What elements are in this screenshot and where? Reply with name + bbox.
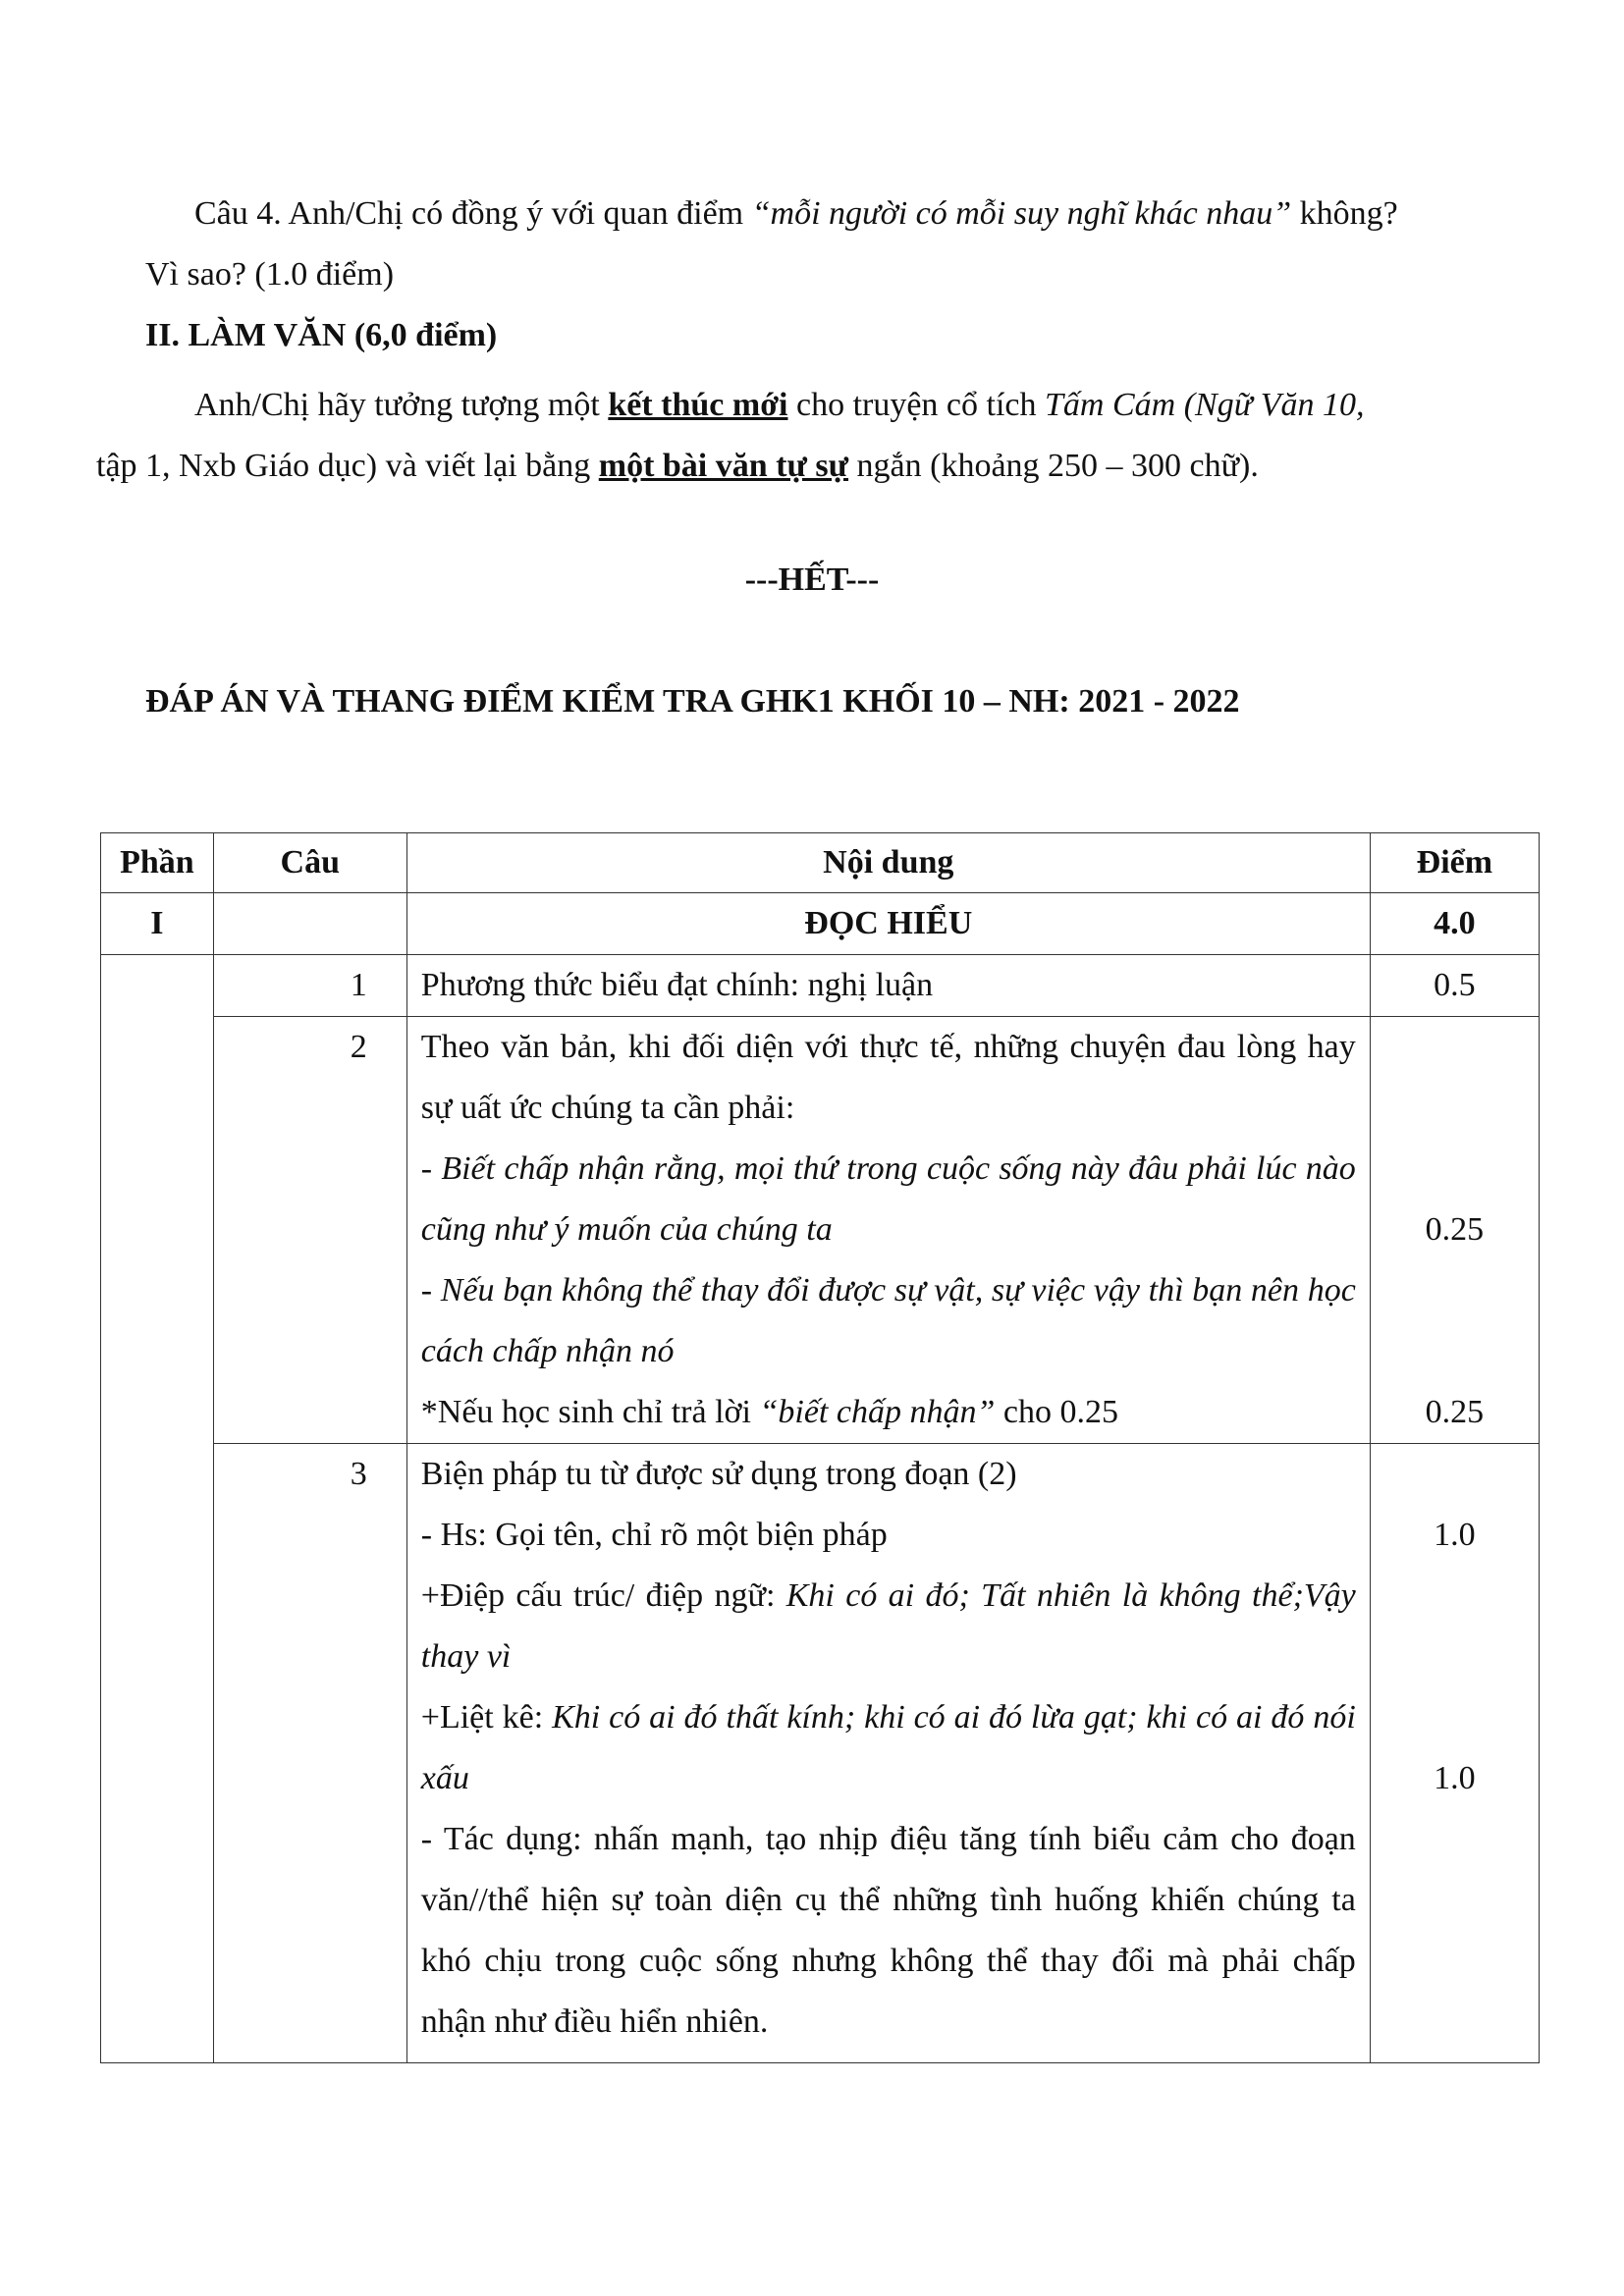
answer-line: - Tác dụng: nhấn mạnh, tạo nhịp điệu tăng tính biểu cảm cho đoạn văn//thể hiện sự toàn diện cụ thể những tình huống khiến chúng ta khó chịu trong cuộc sống nhưng không thể thay đổi mà phải chấp nhận như điều hiển nhiên. [420,1821,1356,2040]
q4-quote: “mỗi người có mỗi suy nghĩ khác nhau” [751,195,1292,232]
header-question: Câu [213,833,406,893]
answer-score [1370,1444,1539,2063]
question-4-line2: Vì sao? (1.0 điểm) [145,256,395,293]
score-value: 0.25 [1425,1394,1485,1430]
score-value: 1.0 [1434,1760,1476,1796]
question-number: 3 [213,1444,406,2063]
prompt-italic: Tấm Cám (Ngữ Văn 10, [1045,387,1365,423]
part2-prompt [96,375,1481,497]
question-number: 2 [213,1017,406,1444]
answer-table [100,832,1540,2063]
device-label: +Liệt kê: [420,1699,553,1735]
answer-content [406,1444,1370,2063]
part-cell-empty [101,955,214,2063]
section-title: ĐỌC HIỂU [406,893,1370,955]
note-text: *Nếu học sinh chỉ trả lời [420,1394,760,1430]
answer-line: - Biết chấp nhận rằng, mọi thứ trong cuộc sống này đâu phải lúc nào cũng như ý muốn của chúng ta [420,1150,1356,1248]
answer-line: Biện pháp tu từ được sử dụng trong đoạn (2) [420,1456,1017,1492]
q4-prefix: Câu 4. Anh/Chị có đồng ý với quan điểm [194,195,752,232]
header-part: Phần [101,833,214,893]
answer-line: - Hs: Gọi tên, chỉ rõ một biện pháp [420,1517,888,1553]
answer-content: Phương thức biểu đạt chính: nghị luận [406,955,1370,1017]
prompt-text-3: tập 1, Nxb Giáo dục) và viết lại bằng [96,448,599,484]
prompt-text-1: Anh/Chị hãy tưởng tượng một [194,387,609,423]
answer-line [421,1566,1356,1687]
table-row [101,1017,1540,1444]
note-quote: “biết chấp nhận” [759,1394,996,1430]
end-mark: ---HẾT--- [744,561,880,598]
header-score: Điểm [1370,833,1539,893]
q4-suffix: không? [1291,195,1398,232]
section-part: I [101,893,214,955]
table-row [101,955,1540,1017]
question-4 [145,192,1481,236]
prompt-emphasis-2: một bài văn tự sự [598,448,849,484]
answer-line: - Nếu bạn không thể thay đổi được sự vật, sự việc vậy thì bạn nên học cách chấp nhận nó [420,1272,1356,1369]
part2-heading: II. LÀM VĂN (6,0 điểm) [145,317,498,353]
note-text-end: cho 0.25 [995,1394,1118,1430]
answer-line [421,1382,1356,1443]
table-row [101,1444,1540,2063]
table-header-row [101,833,1540,893]
answer-line [421,1687,1356,1809]
answer-content [406,1017,1370,1444]
header-content: Nội dung [406,833,1370,893]
section-empty [213,893,406,955]
device-example: Khi có ai đó; Tất nhiên là không thể;Vậy thay vì [420,1577,1356,1675]
answer-score [1370,1017,1539,1444]
device-example: Khi có ai đó thất kính; khi có ai đó lừa gạt; khi có ai đó nói xấu [420,1699,1356,1796]
section-score: 4.0 [1370,893,1539,955]
prompt-text-4: ngắn (khoảng 250 – 300 chữ). [848,448,1259,484]
answer-title: ĐÁP ÁN VÀ THANG ĐIỂM KIỂM TRA GHK1 KHỐI 10 – NH: 2021 - 2022 [145,683,1240,720]
answer-line: Theo văn bản, khi đối diện với thực tế, những chuyện đau lòng hay sự uất ức chúng ta cần phải: [420,1029,1356,1126]
score-value: 1.0 [1434,1517,1476,1553]
prompt-emphasis-1: kết thúc mới [608,387,788,423]
score-value: 0.25 [1425,1211,1485,1248]
answer-score: 0.5 [1370,955,1539,1017]
prompt-text-2: cho truyện cổ tích [787,387,1046,423]
section-row [101,893,1540,955]
question-number: 1 [213,955,406,1017]
device-label: +Điệp cấu trúc/ điệp ngữ: [420,1577,786,1614]
